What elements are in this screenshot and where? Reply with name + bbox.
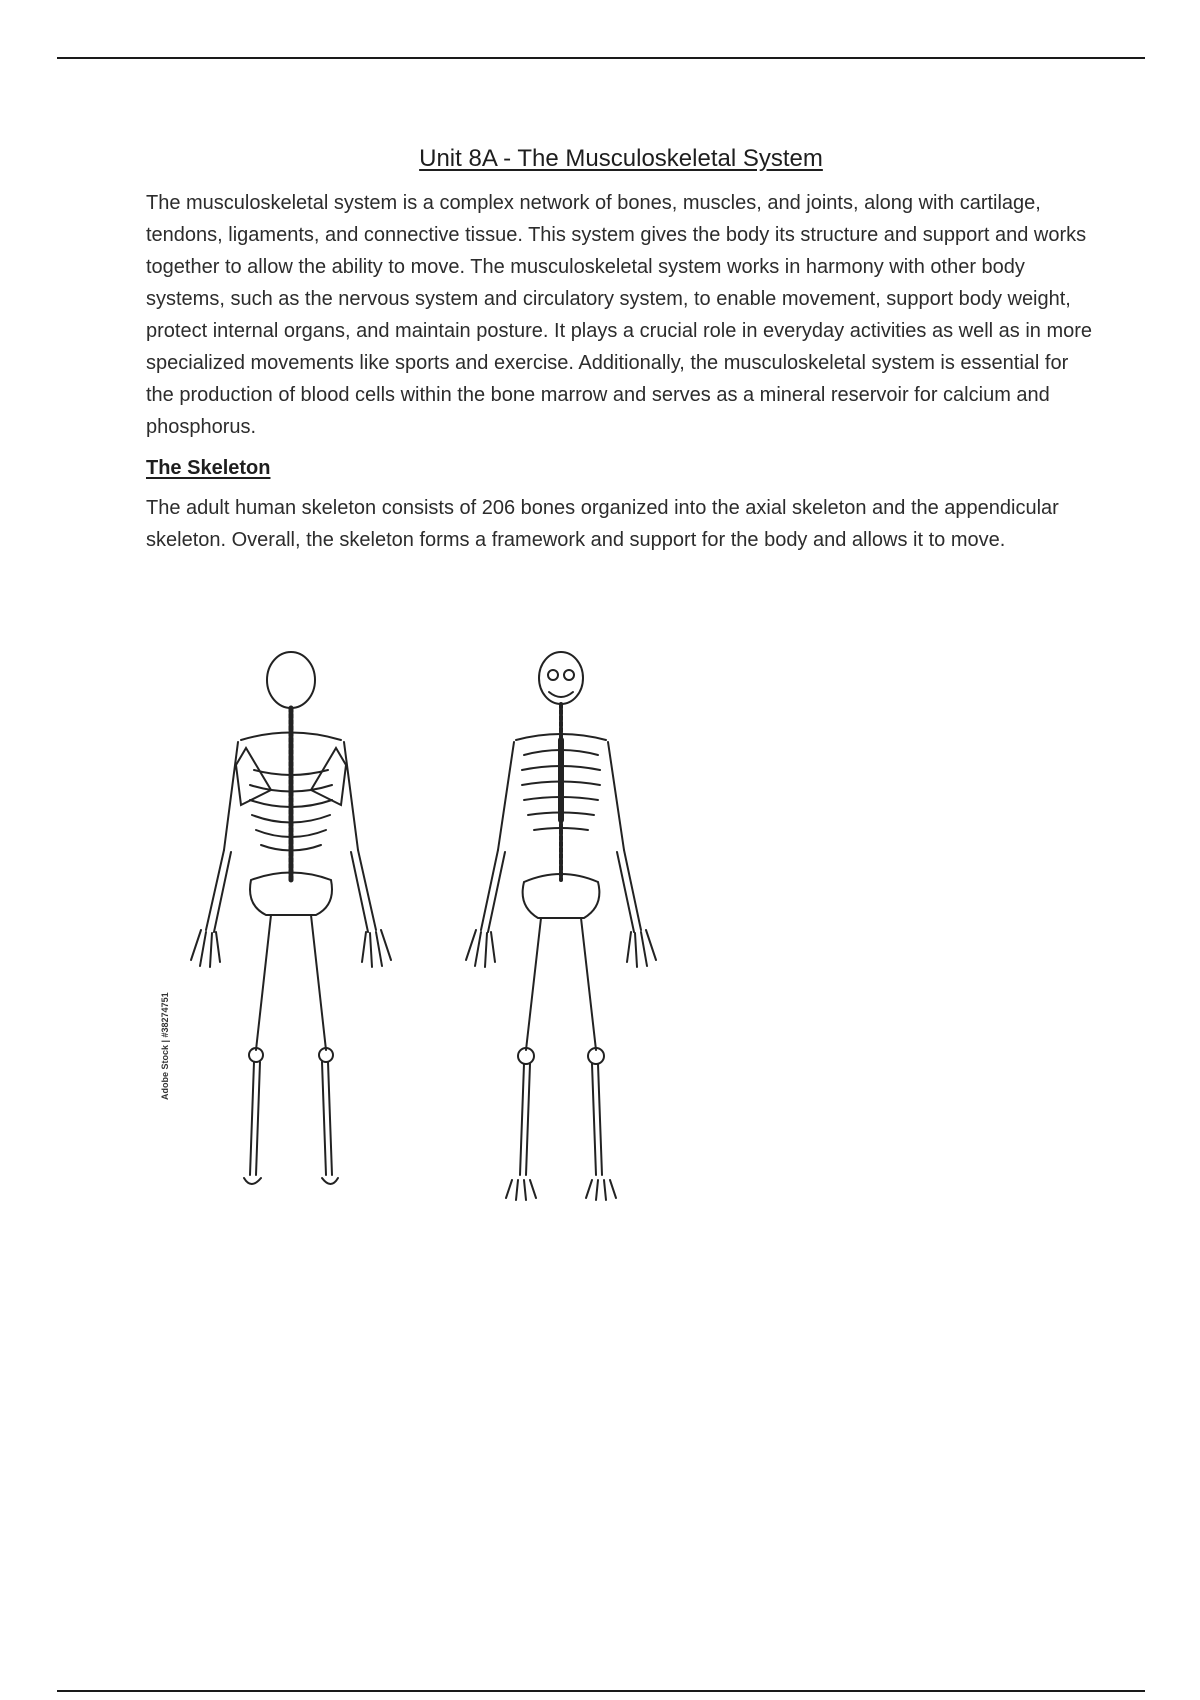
section-paragraph: The adult human skeleton consists of 206 bones organized into the axial skeleton and the appendicular skeleton. Overall, the skeleton forms a framework and support for the body and allows it to move. (146, 497, 1059, 551)
top-rule (57, 57, 1145, 59)
bottom-rule (57, 1690, 1145, 1692)
skeleton-front-view-icon (466, 652, 656, 1200)
skeleton-figure (146, 630, 716, 1220)
skeleton-back-view-icon (191, 652, 391, 1184)
intro-paragraph: The musculoskeletal system is a complex network of bones, muscles, and joints, along with cartilage, tendons, ligaments, and connective tissue. This system gives the body its structure and support and works together to allow the ability to move. The musculoskeletal system works in harmony with other body systems, such as the nervous system and circulatory system, to enable movement, support body weight, protect internal organs, and maintain posture. It plays a crucial role in everyday activities as well as in more specialized movements like sports and exercise. Additionally, the musculoskeletal system is essential for the production of blood cells within the bone marrow and serves as a mineral reservoir for calcium and phosphorus. (146, 192, 1093, 438)
page-title: Unit 8A - The Musculoskeletal System (419, 145, 823, 172)
section-heading: The Skeleton (146, 457, 271, 479)
document-body (146, 145, 1096, 556)
skeleton-icon (146, 630, 716, 1220)
stock-watermark: Adobe Stock | #38274751 (160, 992, 170, 1100)
